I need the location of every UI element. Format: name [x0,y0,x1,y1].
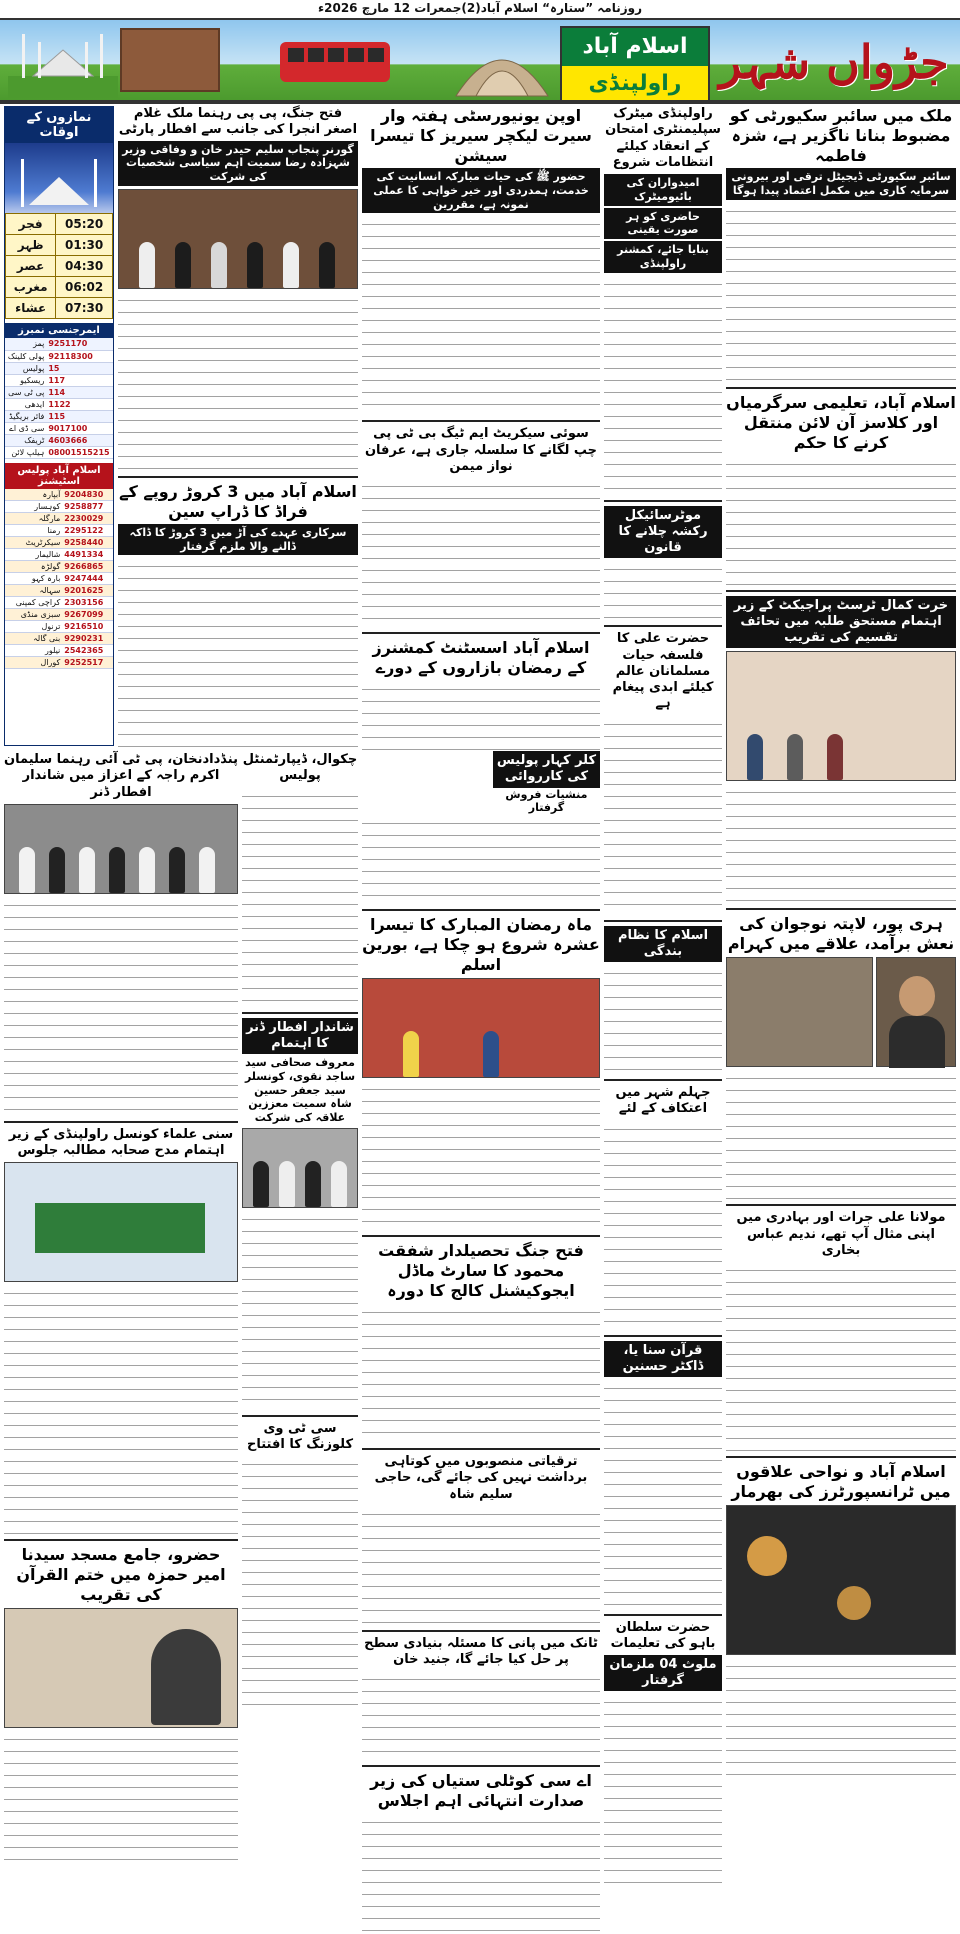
phone-row [5,633,113,645]
article-body [362,1671,600,1761]
phone-number: 117 [46,374,113,386]
news-photo [4,1608,238,1728]
headline: پنڈدادنخان، پی ٹی آئی رہنما سلیمان اکرم راجہ کے اعزاز میں شاندار افطار ڈنر [4,752,238,800]
masthead-banner [0,18,960,104]
phone-number: 9201625 [62,585,113,597]
phone-label: آبپارہ [5,489,62,501]
phone-label: پولی کلینک [5,350,46,362]
phone-number: 9017100 [46,422,113,434]
headline: راولپنڈی میٹرک سپلیمنٹری امتحان کے انعقاد کیلئے انتظامات شروع [605,106,721,170]
news-photo [726,1505,956,1655]
headline: شاندار افطار ڈنر کا اہتمام [242,1018,358,1055]
column-left-lower [4,752,238,1788]
city-labels [560,26,710,102]
article-body [118,292,358,472]
article-body [362,1081,600,1231]
headline: حضرت علی کا فلسفہ حیات مسلمانان عالم کیلئے ابدی پیغام ہے [612,631,714,712]
article-body [118,558,358,758]
subheadline: منشیات فروش گرفتار [505,787,588,815]
phone-label: بارہ کہو [5,573,62,585]
phone-label: بنی گالہ [5,633,62,645]
article-body [4,1285,238,1535]
phone-row [5,422,113,434]
headline: سی ٹی وی کلوزنگ کا افتتاح [246,1420,354,1452]
phone-row [5,434,113,446]
article-body [726,1070,956,1200]
metro-bus-illustration [280,42,390,82]
article-body [242,1211,358,1411]
news-photo [362,978,600,1078]
mosque-night-image [5,143,113,213]
phone-label: شالیمار [5,549,62,561]
headline: فتح جنگ، پی پی رہنما ملک غلام اصغر انجرا کی جانب سے افطار پارٹی [118,106,358,138]
headline: حضرو، جامع مسجد سیدنا امیر حمزہ میں ختم القرآن کی تقریب [16,1545,226,1605]
article-body [362,478,600,628]
pakistan-monument-illustration [450,30,554,102]
headline: اسلام آباد و نواحی علاقوں میں ٹرانسپورٹرز کی بھرمار [731,1462,951,1501]
article-body [362,815,600,905]
article-body [362,681,600,751]
phone-number: 4491334 [62,549,113,561]
article-body [726,456,956,586]
phone-label: سبزی منڈی [5,609,62,621]
phone-row [5,549,113,561]
news-photo [4,804,238,894]
headline: موٹرسائیکل رکشہ چلانے کا قانون [604,506,722,559]
headline: فتح جنگ تحصیلدار شفقت محمود کا سارٹ ماڈل ایجوکیشنل کالج کا دورہ [378,1241,584,1300]
phone-number: 114 [46,386,113,398]
subheadline: معروف صحافی سید ساجد نقوی، کونسلر سید جعفر حسین شاہ سمیت معززین علاقہ کی شرکت [244,1056,356,1124]
headline: سنی علماء کونسل راولپنڈی کے زیر اہتمام مدح صحابہ مطالبہ جلوس [8,1126,234,1158]
phone-row [5,585,113,597]
police-numbers-table [5,489,113,670]
article-body [726,203,956,383]
article-body [604,1121,722,1331]
headline: قرآن سنا یا، ڈاکٹر حسنین [604,1341,722,1378]
headline: اسلام آباد، تعلیمی سرگرمیاں اور کلاسز آن لائن منتقل کرنے کا حکم [726,392,956,452]
phone-row [5,561,113,573]
headline: اسلام آباد میں 3 کروڑ روپے کے فراڈ کا ڈراپ سین [119,481,357,521]
phone-row [5,501,113,513]
faisal-mosque-illustration [8,28,118,98]
dateline: روزنامہ ”ستارہ“ اسلام آباد(2)جمعرات 12 مارچ 2026ء [317,1,643,15]
phone-label: ٹریفک [5,434,46,446]
article-body [242,1456,358,1716]
highlight-box: بنایا جائے، کمشنر راولپنڈی [604,241,722,273]
subheadline: سرکاری عہدے کی آڑ میں 3 کروڑ کا ڈاکہ ڈالنے والا ملزم گرفتار [118,524,358,556]
prayer-name: فجر [6,214,56,235]
prayer-row [6,214,113,235]
headline: اسلام کا نظام بندگی [604,926,722,963]
phone-row [5,446,113,458]
phone-number: 1122 [46,398,113,410]
info-sidebar [4,106,114,746]
phone-label: نیلور [5,645,62,657]
prayer-times-table [5,213,113,319]
phone-row [5,362,113,374]
phone-row [5,350,113,362]
headline: ہری پور، لاپتہ نوجوان کی نعش برآمد، علاقے میں کہرام [727,914,955,954]
headline: خرت کمال ٹرسٹ پراجیکٹ کے زیر اہتمام مستحق طلبہ میں تحائف تقسیم کی تقریب [726,596,956,649]
section-title: جڑواں شہر [719,35,949,89]
phone-label: ہیلپ لائن [5,446,46,458]
phone-row [5,537,113,549]
portrait-photo [876,957,956,1067]
headline: مولانا علی جرات اور بہادری میں اپنی مثال آپ تھے، ندیم عباس بخاری [736,1210,946,1258]
phone-label: گولڑہ [5,561,62,573]
article-body [4,897,238,1117]
headline: ملک میں سائبر سکیورٹی کو مضبوط بنانا ناگزیر ہے، شزہ فاطمہ [729,106,953,165]
monument-illustration [120,28,220,92]
headline: ماہ رمضان المبارک کا تیسرا عشرہ شروع ہو چکا ہے، بورین اسلم [362,915,600,974]
highlight-box: امیدواران کی بائیومیٹرک [604,174,722,206]
phone-number: 9266865 [62,561,113,573]
procession-photo [4,1162,238,1282]
phone-label: پولیس [5,362,46,374]
prayer-name: مغرب [6,277,56,298]
headline: کلر کہار پولیس کی کارروائی [493,751,600,788]
city-top: اسلام آباد [562,28,708,66]
emergency-title: ایمرجنسی نمبرز [5,323,113,338]
article-body [604,561,722,621]
phone-label: مارگلہ [5,513,62,525]
phone-number: 08001515215 [46,446,113,458]
article-body [362,1304,600,1444]
prayer-name: عشاء [6,298,56,319]
phone-row [5,398,113,410]
headline: ٹانک میں پانی کا مسئلہ بنیادی سطح پر حل کیا جائے گا، جنید خان [364,1635,598,1667]
phone-row [5,573,113,585]
headline: اے سی کوٹلی ستیاں کی زیر صدارت انتہائی اہم اجلاس [370,1771,592,1811]
prayer-name: ظہر [6,235,56,256]
phone-row [5,489,113,501]
phone-label: ترنول [5,621,62,633]
headline: اسلام آباد اسسٹنٹ کمشنرز کے رمضان بازاروں کے دورے [372,638,590,677]
phone-label: سیکرٹریٹ [5,537,62,549]
prayer-times-title: نمازوں کے اوقات [5,107,113,143]
article-body [4,1731,238,1861]
phone-row [5,609,113,621]
article-body [604,965,722,1075]
prayer-row [6,298,113,319]
headline: حضرت سلطان باہو کی تعلیمات [610,1620,716,1652]
phone-row [5,374,113,386]
article-body [362,216,600,416]
phone-number: 92118300 [46,350,113,362]
phone-label: کورال [5,657,62,669]
phone-number: 9251170 [46,338,113,350]
phone-number: 9204830 [62,489,113,501]
phone-label: سی ڈی اے [5,422,46,434]
phone-label: پمز [5,338,46,350]
headline: سوئی سیکریٹ ایم ٹیگ بی ٹی پی چپ لگانے کا سلسلہ جاری ہے، عرفان نواز میمن [364,426,598,474]
headline: ملوث 04 ملزمان گرفتار [604,1655,722,1692]
column-right-2 [604,106,722,1790]
phone-number: 2230029 [62,513,113,525]
article-body [604,716,722,916]
phone-label: فائر بریگیڈ [5,410,46,422]
article-body [242,788,358,1008]
column-left [118,106,358,746]
phone-number: 9247444 [62,573,113,585]
phone-row [5,513,113,525]
phone-row [5,657,113,669]
prayer-time: 06:02 [56,277,113,298]
phone-number: 2303156 [62,597,113,609]
headline: اوپن یونیورسٹی ہفتہ وار سیرت لیکچر سیریز کا تیسرا سیشن [370,106,592,165]
prayer-name: عصر [6,256,56,277]
phone-number: 4603666 [46,434,113,446]
subheadline: گورنر پنجاب سلیم حیدر خان و وفاقی وزیر شہزادہ رضا سمیت اہم سیاسی شخصیات کی شرکت [118,141,358,186]
phone-row [5,338,113,350]
phone-label: ایدھی [5,398,46,410]
subheadline: سائبر سکیورٹی ڈیجیٹل ترقی اور بیرونی سرمایہ کاری میں مکمل اعتماد پیدا ہوگا [726,168,956,200]
prayer-time: 05:20 [56,214,113,235]
phone-number: 9216510 [62,621,113,633]
phone-number: 9258440 [62,537,113,549]
city-bottom: راولپنڈی [588,71,682,96]
phone-label: سہالہ [5,585,62,597]
highlight-box: حاضری کو ہر صورت یقینی [604,208,722,240]
column-right [726,106,956,1790]
phone-row [5,621,113,633]
phone-label: کوہسار [5,501,62,513]
article-body [726,784,956,904]
article-body [362,1506,600,1626]
news-photo [118,189,358,289]
phone-row [5,410,113,422]
phone-number: 9252517 [62,657,113,669]
article-body [604,1694,722,1894]
phone-number: 9258877 [62,501,113,513]
phone-number: 9267099 [62,609,113,621]
prayer-time: 04:30 [56,256,113,277]
headline: چکوال، ڈیپارٹمنٹل پولیس [242,752,358,784]
phone-row [5,645,113,657]
prayer-row [6,235,113,256]
phone-label: پی ٹی سی [5,386,46,398]
article-body [362,1814,600,1934]
prayer-row [6,277,113,298]
news-photo [726,651,956,781]
prayer-time: 07:30 [56,298,113,319]
phone-number: 2542365 [62,645,113,657]
article-body [604,1380,722,1610]
article-body [726,1262,956,1452]
headline: ترقیاتی منصوبوں میں کوتاہی برداشت نہیں کی جائے گی، حاجی سلیم شاہ [374,1454,588,1502]
phone-number: 9290231 [62,633,113,645]
column-middle [362,106,600,1811]
article-body [604,276,722,496]
phone-label: رمنا [5,525,62,537]
police-title: اسلام آباد پولیس اسٹیشنز [5,463,113,489]
phone-label: ریسکیو [5,374,46,386]
phone-number: 115 [46,410,113,422]
phone-row [5,386,113,398]
phone-number: 15 [46,362,113,374]
news-photo [242,1128,358,1208]
news-photo [726,957,873,1067]
emergency-numbers-table [5,338,113,459]
prayer-row [6,256,113,277]
article-body [726,1658,956,1778]
subheadline: حضور ﷺ کی حیات مبارکہ انسانیت کی خدمت، ہمدردی اور خیر خواہی کا عملی نمونہ ہے، مقررین [362,168,600,213]
phone-row [5,597,113,609]
phone-row [5,525,113,537]
headline: جہلم شہر میں اعتکاف کے لئے [615,1085,711,1117]
prayer-time: 01:30 [56,235,113,256]
column-left-lower-2 [242,752,358,1788]
phone-number: 2295122 [62,525,113,537]
phone-label: کراچی کمپنی [5,597,62,609]
